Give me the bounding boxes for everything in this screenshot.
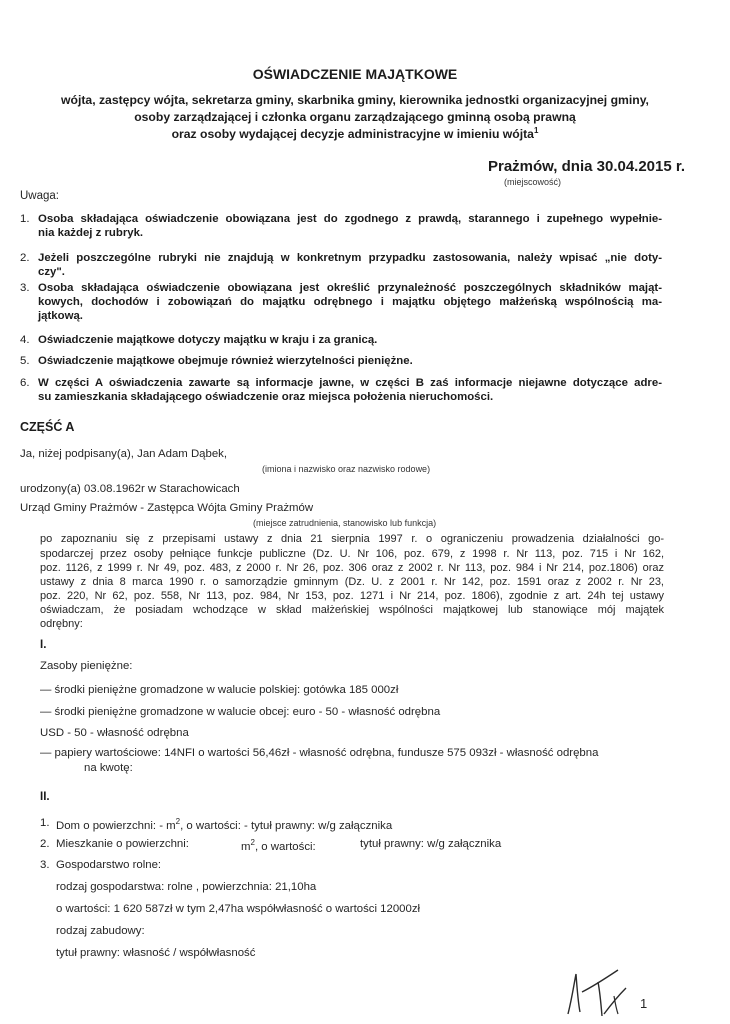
- document-title: OŚWIADCZENIE MAJĄTKOWE: [252, 66, 458, 82]
- section-2-numeral: II.: [40, 791, 50, 803]
- note-line: Osoba składająca oświadczenie obowiązana jest do zgodnego z prawdą, starannego i zupełnego wypełnie-: [38, 213, 662, 225]
- securities-line: — papiery wartościowe: 14NFI o wartości 56,46zł - własność odrębna, fundusze 575 093zł - własność odrębna: [40, 747, 599, 759]
- workplace-caption: (miejsce zatrudnienia, stanowisko lub funkcja): [253, 518, 437, 528]
- note-number: 5.: [20, 355, 30, 367]
- legal-line: po zapoznaniu się z przepisami ustawy z dnia 21 sierpnia 1997 r. o ograniczeniu prowadzenia działalności go-: [40, 533, 664, 545]
- house-number: 1.: [40, 817, 50, 829]
- page-mark: 1: [640, 996, 648, 1011]
- legal-line: poz. 220, Nr 62, poz. 558, Nr 113, poz. 984, Nr 153, poz. 1271 i Nr 214, poz. 1806), zgodnie z art. 24h tej ustawy: [40, 590, 664, 602]
- note-line: Oświadczenie majątkowe dotyczy majątku w kraju i za granicą.: [38, 334, 378, 346]
- flat-area-unit: $m^2$, o wartości:: [241, 838, 316, 853]
- money-heading: Zasoby pieniężne:: [40, 660, 133, 672]
- part-a-heading: CZĘŚĆ A: [20, 420, 75, 434]
- note-line: su zamieszkania składającego oświadczenie oraz miejsca położenia nieruchomości.: [38, 391, 494, 403]
- cash-pln-line: — środki pieniężne gromadzone w walucie polskiej: gotówka 185 000zł: [40, 684, 399, 696]
- note-line: W części A oświadczenia zawarte są informacje jawne, w części B zaś informacje niejawne dotyczące adre-: [38, 377, 662, 389]
- farm-label: Gospodarstwo rolne:: [56, 859, 162, 871]
- footnote-mark: 1: [533, 126, 539, 135]
- securities-continuation: na kwotę:: [84, 762, 133, 774]
- subtitle-line-3: oraz osoby wydającej decyzje administracyjne w imieniu wójta$^1$: [171, 126, 539, 142]
- flat-number: 2.: [40, 838, 50, 850]
- section-1-numeral: I.: [40, 639, 47, 651]
- note-line: Osoba składająca oświadczenie obowiązana jest określić przynależność poszczególnych składników mająt-: [38, 282, 662, 294]
- subtitle-line-1: wójta, zastępcy wójta, sekretarza gminy, skarbnika gminy, kierownika jednostki organizacyjnej gminy,: [61, 93, 649, 107]
- farm-number: 3.: [40, 859, 50, 871]
- declarant-line: Ja, niżej podpisany(a), Jan Adam Dąbek,: [20, 448, 228, 460]
- subtitle-line-2: osoby zarządzającej i członka organu zarządzającego gminną osobą prawną: [134, 110, 576, 124]
- usd-line: USD - 50 - własność odrębna: [40, 727, 189, 739]
- farm-title-line: tytuł prawny: własność / współwłasność: [56, 947, 256, 959]
- signature-image: [560, 962, 660, 1020]
- note-line: jątkową.: [38, 310, 83, 322]
- legal-line: spodarczej przez osoby pełniące funkcje publiczne (Dz. U. Nr 106, poz. 679, z 1998 r. Nr 113, poz. 715 i Nr 162,: [40, 548, 664, 560]
- flat-label: Mieszkanie o powierzchni:: [56, 838, 189, 850]
- note-line: kowych, dochodów i zobowiązań do majątku odrębnego i majątku objętego małżeńską wspólnością ma-: [38, 296, 662, 308]
- note-line: Jeżeli poszczególne rubryki nie znajdują w konkretnym przypadku zastosowania, należy wpisać „nie doty-: [38, 252, 662, 264]
- note-number: 4.: [20, 334, 30, 346]
- notes-heading: Uwaga:: [20, 190, 59, 202]
- note-number: 1.: [20, 213, 30, 225]
- note-number: 2.: [20, 252, 30, 264]
- legal-line: poz. 1126, z 1999 r. Nr 49, poz. 483, z 2000 r. Nr 26, poz. 306 oraz z 2002 r. Nr 113, poz. 984 i Nr 214, poz.1806) oraz: [40, 562, 664, 574]
- farm-type-line: rodzaj gospodarstwa: rolne , powierzchnia: 21,10ha: [56, 881, 317, 893]
- flat-title: tytuł prawny: w/g załącznika: [360, 838, 502, 850]
- note-number: 6.: [20, 377, 30, 389]
- legal-line: ustawy z dnia 8 marca 1990 r. o samorządzie gminnym (Dz. U. z 2001 r. Nr 142, poz. 1591 oraz z 2002 r. Nr 23,: [40, 576, 664, 588]
- note-line: nia każdej z rubryk.: [38, 227, 144, 239]
- workplace-line: Urząd Gminy Prażmów - Zastępca Wójta Gminy Prażmów: [20, 502, 314, 514]
- legal-line: odrębny:: [40, 618, 83, 630]
- birth-line: urodzony(a) 03.08.1962r w Starachowicach: [20, 483, 240, 495]
- cash-foreign-line: — środki pieniężne gromadzone w walucie obcej: euro - 50 - własność odrębna: [40, 706, 441, 718]
- place-and-date: Prażmów, dnia 30.04.2015 r.: [488, 158, 686, 175]
- note-line: Oświadczenie majątkowe obejmuje również wierzytelności pieniężne.: [38, 355, 413, 367]
- note-line: czy".: [38, 266, 65, 278]
- note-number: 3.: [20, 282, 30, 294]
- house-line: Dom o powierzchni: - $m^2$, o wartości: - tytuł prawny: w/g załącznika: [56, 817, 393, 832]
- place-caption: (miejscowość): [504, 177, 562, 187]
- farm-value-line: o wartości: 1 620 587zł w tym 2,47ha współwłasność o wartości 12000zł: [56, 903, 421, 915]
- declarant-caption: (imiona i nazwisko oraz nazwisko rodowe): [262, 464, 431, 474]
- farm-buildings-line: rodzaj zabudowy:: [56, 925, 145, 937]
- legal-line: oświadczam, że posiadam wchodzące w skład małżeńskiej wspólności majątkowej lub stanowiące mój majątek: [40, 604, 664, 616]
